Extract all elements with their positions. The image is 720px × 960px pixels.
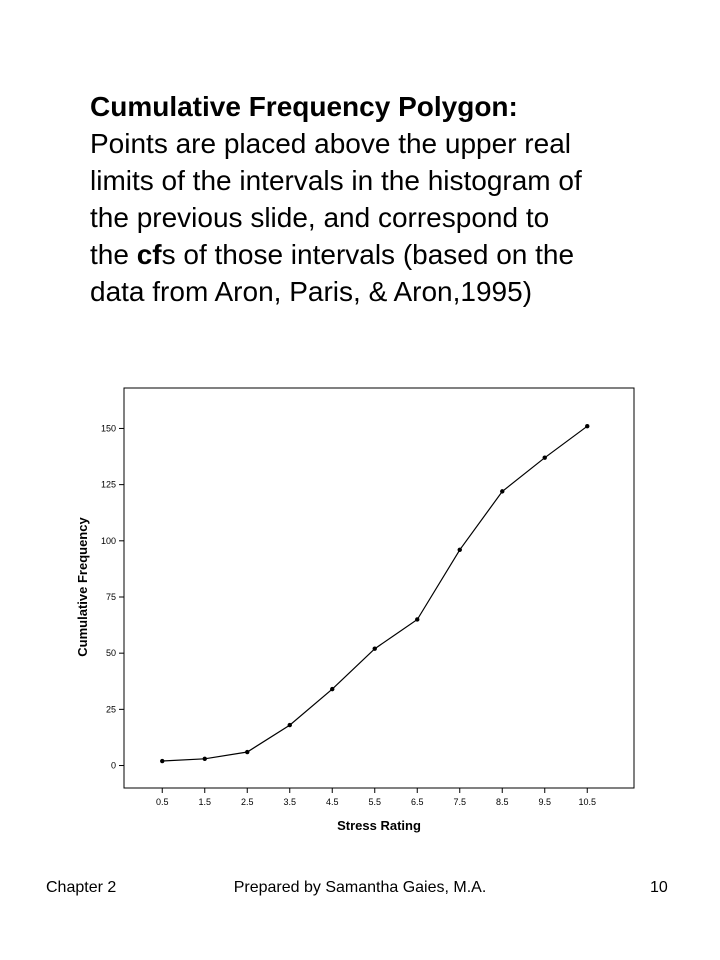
data-point (373, 646, 377, 650)
x-tick-label: 7.5 (453, 797, 467, 807)
data-point (160, 759, 164, 763)
body-line-4-post: s of those intervals (based on the (161, 239, 575, 270)
data-point (500, 489, 504, 493)
x-tick-label: 2.5 (240, 797, 254, 807)
y-tick-label: 25 (105, 704, 116, 715)
x-tick-label: 5.5 (368, 797, 382, 807)
body-line-2: limits of the intervals in the histogram of (90, 165, 582, 196)
y-tick-label: 100 (100, 535, 116, 546)
x-tick-label: 1.5 (198, 797, 212, 807)
body-line-4-pre: the (90, 239, 137, 270)
data-point (330, 687, 334, 691)
x-axis-title: Stress Rating (337, 818, 421, 833)
footer-page-number: 10 (650, 879, 668, 896)
x-tick-label: 6.5 (410, 797, 424, 807)
body-line-3: the previous slide, and correspond to (90, 202, 550, 233)
data-point (245, 750, 249, 754)
data-point (288, 723, 292, 727)
body-line-4 (90, 236, 690, 273)
body-line-5: data from Aron, Paris, & Aron,1995) (90, 276, 533, 307)
footer-author: Prepared by Samantha Gaies, M.A. (233, 879, 487, 896)
slide-text (90, 88, 690, 310)
y-tick-label: 0 (110, 760, 116, 771)
body-line-4-cf: cf (136, 239, 162, 270)
footer-chapter: Chapter 2 (46, 879, 117, 896)
y-tick-label: 50 (105, 648, 116, 659)
x-tick-label: 3.5 (283, 797, 297, 807)
y-tick-label: 125 (100, 479, 116, 490)
x-tick-label: 10.5 (578, 797, 597, 807)
slide-heading: Cumulative Frequency Polygon: (90, 91, 518, 122)
chart-container (0, 380, 720, 840)
data-point (585, 424, 589, 428)
data-point (458, 548, 462, 552)
x-tick-label: 0.5 (155, 797, 169, 807)
data-point (203, 757, 207, 761)
x-tick-label: 8.5 (495, 797, 509, 807)
x-tick-label: 9.5 (538, 797, 552, 807)
y-tick-label: 75 (105, 591, 116, 602)
y-tick-label: 150 (100, 423, 116, 434)
data-point (415, 617, 419, 621)
y-axis-title: Cumulative Frequency (75, 517, 90, 657)
x-tick-label: 4.5 (325, 797, 339, 807)
body-line-1: Points are placed above the upper real (90, 128, 571, 159)
cumulative-frequency-chart (0, 380, 720, 840)
data-point (543, 455, 547, 459)
